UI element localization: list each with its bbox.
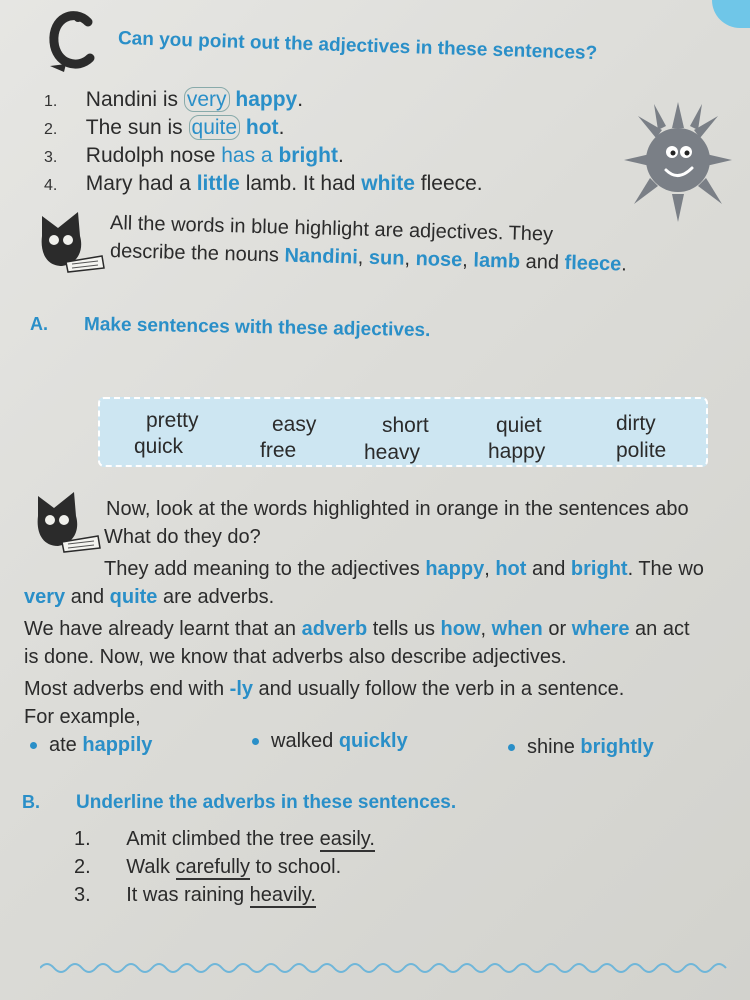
item-number: 1. [74,828,91,850]
item-highlight: hot [245,116,279,139]
item-number: 2. [44,121,58,138]
underlined-adverb: carefully [175,856,250,878]
section-b-label: B. [22,792,40,812]
list-item: 4. Mary had a little lamb. It had white fleece. [44,172,483,195]
item-highlight: happy [235,88,298,111]
adjective-note-line-1: All the words in blue highlight are adjectives. They [109,212,554,246]
word-item: dirty [616,412,656,435]
word-item: polite [616,439,667,462]
word-item: happy [488,440,546,463]
adjective-word-box [98,397,708,467]
underlined-adverb: heavily. [249,884,316,906]
item-number: 4. [44,177,58,194]
noun-word: sun [368,246,405,270]
word-item: heavy [364,441,421,464]
list-item: 2. The sun is quite hot. [44,116,285,139]
item-number: 1. [44,93,58,110]
adverb-line-8: For example, [24,706,141,728]
noun-word: nose [415,248,463,272]
item-highlight: very [184,87,230,112]
item-highlight: white [361,172,415,195]
c-mascot-icon [44,4,104,78]
item-number: 3. [74,884,91,906]
item-highlight: little [196,172,240,195]
owl-reading-icon [24,486,102,556]
sun-icon [622,100,734,224]
adverb-line-6: is done. Now, we know that adverbs also describe adjectives. [24,646,567,668]
item-highlight: bright [278,144,338,167]
word-item: quiet [496,414,542,437]
underlined-adverb: easily. [319,828,375,850]
adverb-line-7: Most adverbs end with -ly and usually follow the verb in a sentence. [24,678,625,700]
adverb-line-2: What do they do? [104,526,261,548]
bullet-icon [252,738,259,745]
exercise-item: 2. Walk carefully to school. [74,856,342,878]
item-highlight: quite [189,115,241,140]
example-item: walked quickly [252,730,408,753]
exercise-item: 1. Amit climbed the tree easily. [74,828,375,850]
adjective-note-line-2: describe the nouns Nandini, sun, nose, lamb and fleece. [109,240,628,276]
adverb-line-4: very and quite are adverbs. [24,586,275,608]
list-item: 1. Nandini is very happy. [44,88,304,111]
section-a-title: Make sentences with these adjectives. [83,314,431,342]
section-b-title: Underline the adverbs in these sentences. [76,792,457,813]
wavy-divider [40,956,730,980]
word-item: quick [134,435,184,458]
item-text: Mary had a [85,172,197,195]
example-item: ate happily [30,734,152,757]
word-item: free [260,439,297,462]
bullet-icon [508,744,515,751]
adverb-line-3: They add meaning to the adjectives happy, hot and bright. The wo [104,558,704,580]
item-highlight: has a [221,144,273,167]
noun-word: Nandini [284,244,359,269]
word-item: short [382,414,429,437]
page-corner-tab [712,0,750,28]
section-a-label: A. [30,314,48,334]
item-text: Rudolph nose [85,144,222,167]
example-item: shine brightly [508,736,654,759]
noun-word: fleece [564,251,622,276]
word-item: easy [272,413,317,436]
adverb-line-5: We have already learnt that an adverb tells us how, when or where an act [24,618,690,640]
item-text: Nandini is [85,88,184,111]
owl-reading-icon [28,206,106,276]
word-item: pretty [146,409,199,432]
item-number: 3. [44,149,58,166]
bullet-icon [30,742,37,749]
item-number: 2. [74,856,91,878]
question-heading: Can you point out the adjectives in these sentences? [117,28,598,65]
adverb-line-1: Now, look at the words highlighted in orange in the sentences abo [106,498,689,520]
item-text: The sun is [85,116,189,139]
noun-word: lamb [473,249,521,273]
exercise-item: 3. It was raining heavily. [74,884,316,906]
list-item: 3. Rudolph nose has a bright. [44,144,344,167]
